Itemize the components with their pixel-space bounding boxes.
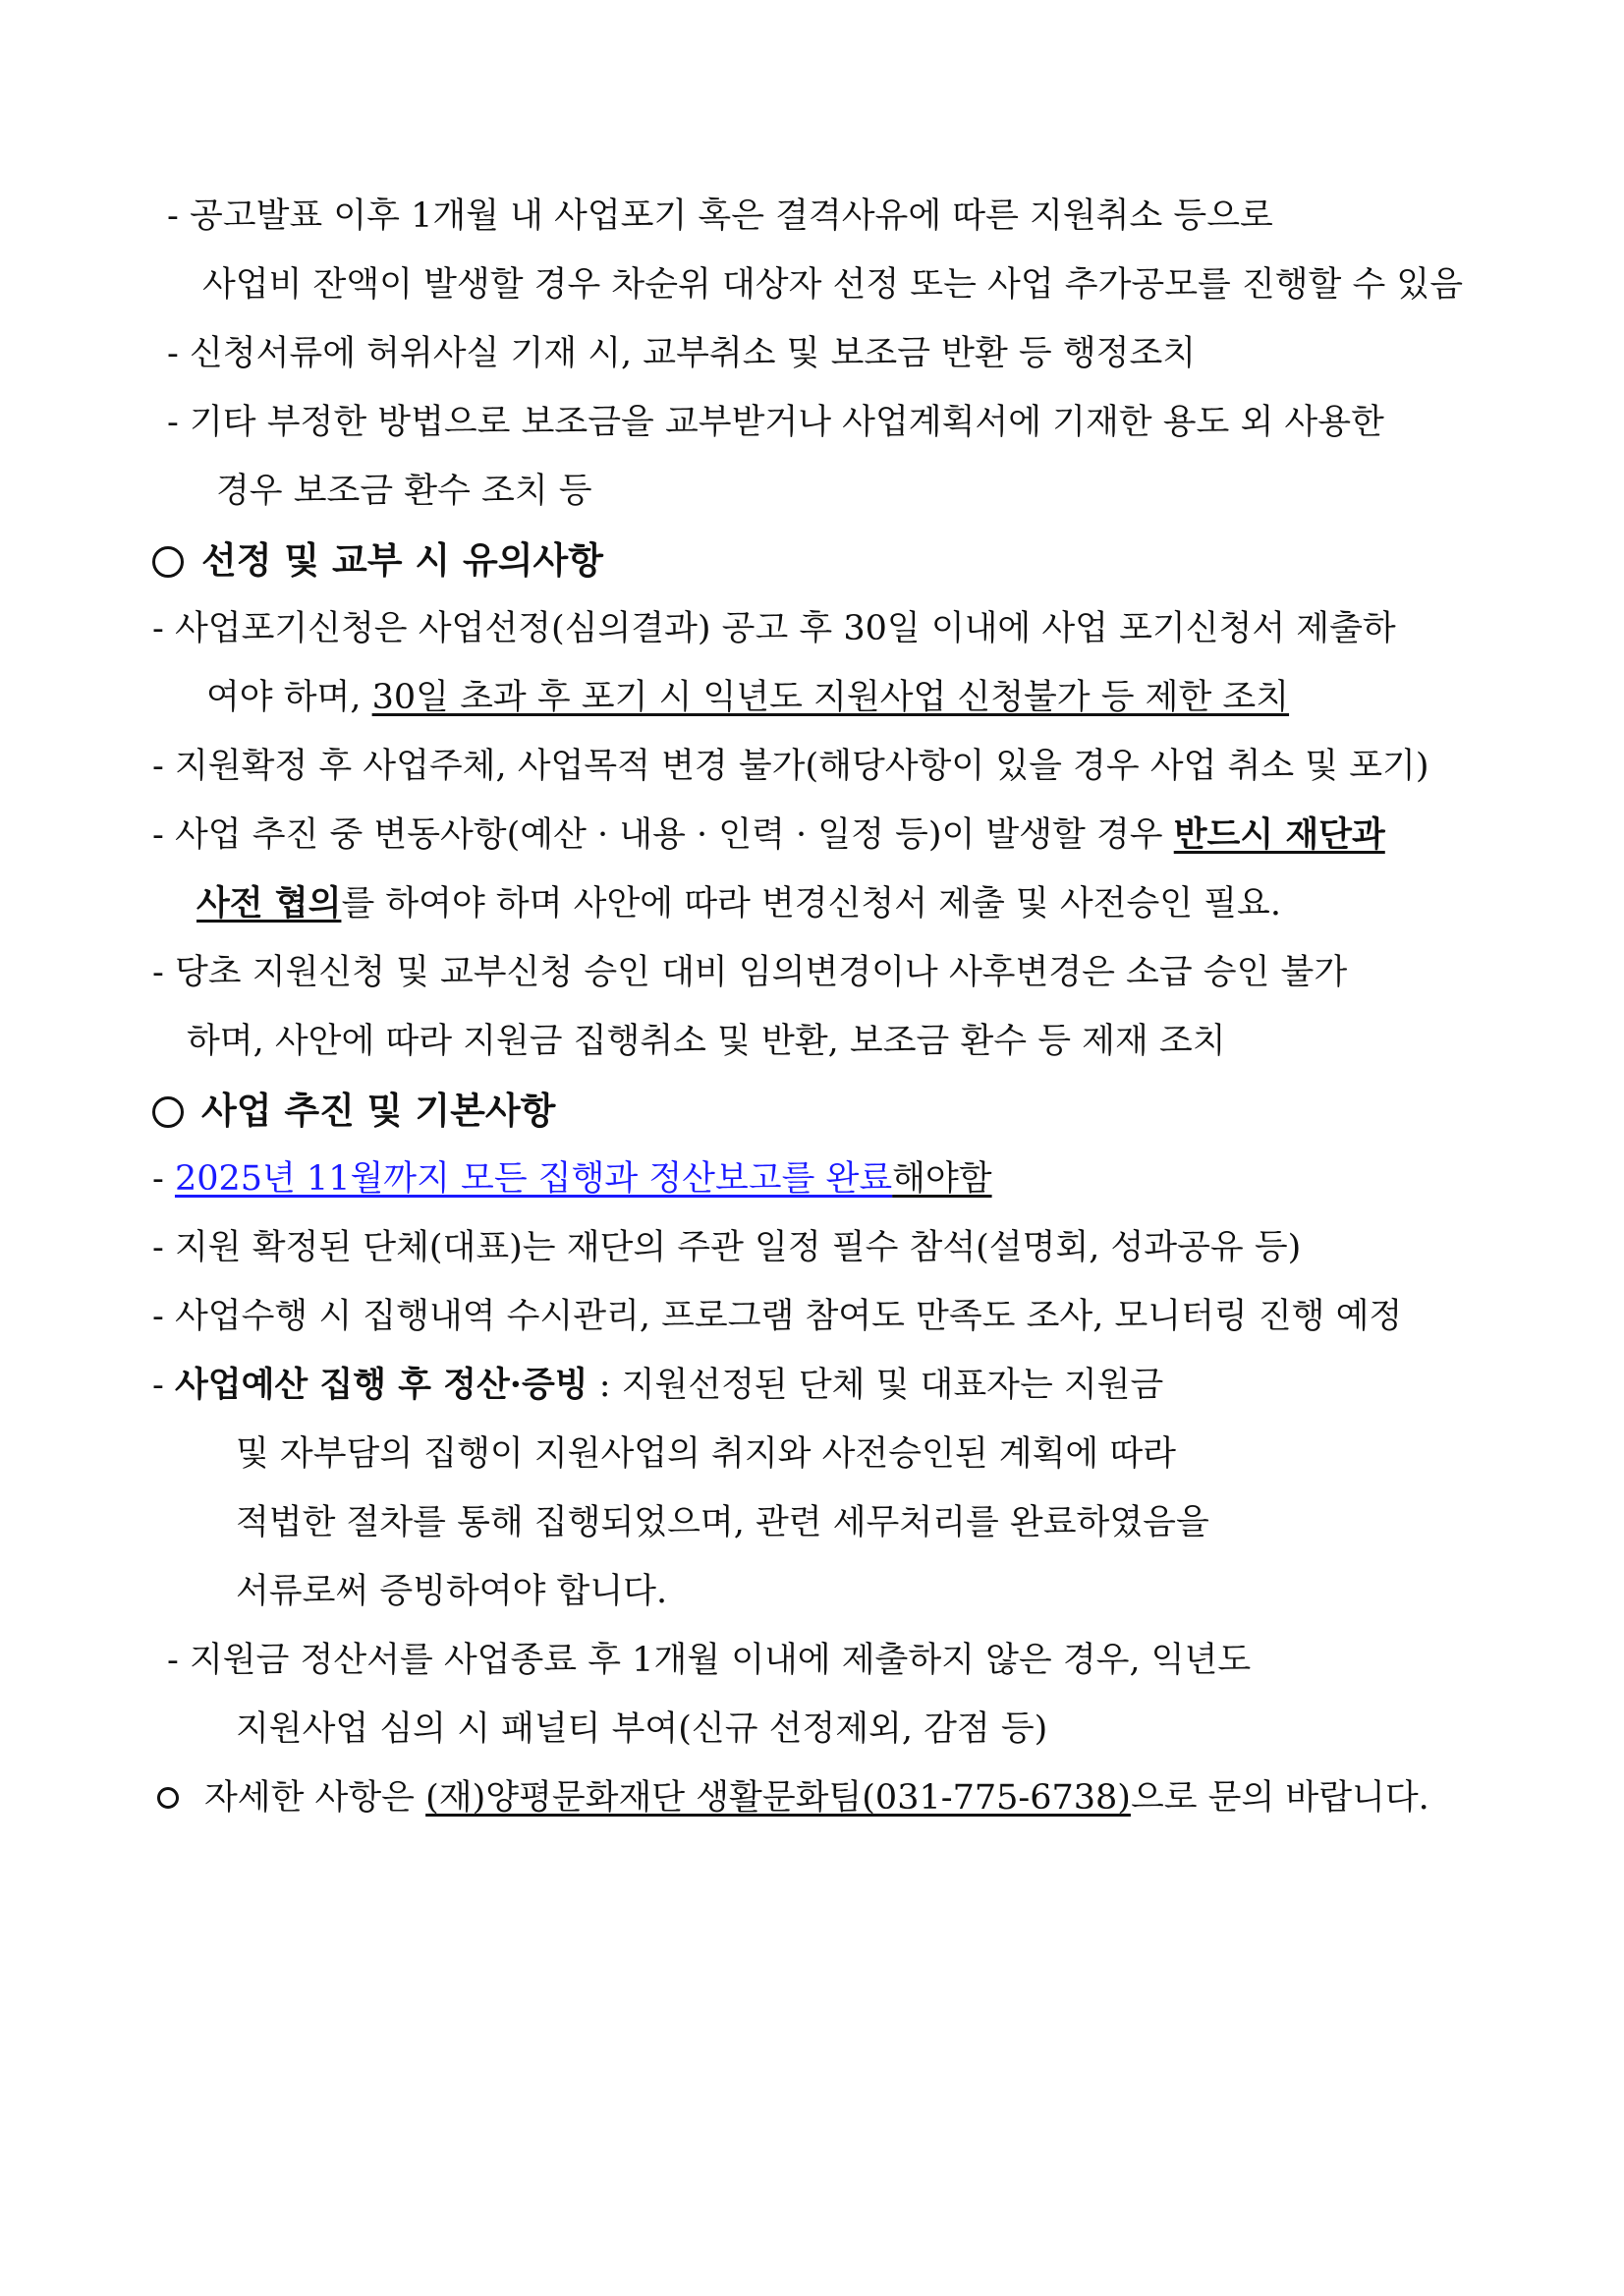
notice-line: 및 자부담의 집행이 지원사업의 취지와 사전승인된 계획에 따라 xyxy=(236,1434,1176,1474)
notice-line: 하며, 사안에 따라 지원금 집행취소 및 반환, 보조금 환수 등 제재 조치 xyxy=(187,1022,1226,1061)
section-heading: 선정 및 교부 시 유의사항 xyxy=(152,536,603,584)
notice-line: - 사업수행 시 집행내역 수시관리, 프로그램 참여도 만족도 조사, 모니터링 진행 예정 xyxy=(152,1297,1403,1336)
contact-info: (재)양평문화재단 생활문화팀(031-775-6738) xyxy=(425,1778,1131,1818)
emphasis-text: 사전 협의 xyxy=(196,883,342,924)
circle-bullet-icon xyxy=(152,546,184,578)
emphasis-text: 사업예산 집행 후 정산·증빙 xyxy=(174,1365,588,1405)
notice-line: - 사업포기신청은 사업선정(심의결과) 공고 후 30일 이내에 사업 포기신청서 제출하 xyxy=(152,609,1396,648)
underlined-restriction: 30일 초과 후 포기 시 익년도 지원사업 신청불가 등 제한 조치 xyxy=(371,678,1290,717)
deadline-highlight: 2025년 11월까지 모든 집행과 정산보고를 완료 xyxy=(174,1159,893,1199)
notice-line: - 사업예산 집행 후 정산·증빙 : 지원선정된 단체 및 대표자는 지원금 xyxy=(152,1365,1164,1405)
notice-line: - 당초 지원신청 및 교부신청 승인 대비 임의변경이나 사후변경은 소급 승인 불가 xyxy=(152,953,1348,992)
notice-line: 사전 협의를 하여야 하며 사안에 따라 변경신청서 제출 및 사전승인 필요. xyxy=(196,883,1281,924)
notice-line: 경우 보조금 환수 조치 등 xyxy=(216,472,592,511)
contact-line: 자세한 사항은 (재)양평문화재단 생활문화팀(031-775-6738)으로 문의 바랍니다. xyxy=(157,1774,1429,1821)
notice-line: 여야 하며, 30일 초과 후 포기 시 익년도 지원사업 신청불가 등 제한 조치 xyxy=(206,678,1290,717)
notice-line: - 신청서류에 허위사실 기재 시, 교부취소 및 보조금 반환 등 행정조치 xyxy=(167,334,1197,373)
notice-line: - 기타 부정한 방법으로 보조금을 교부받거나 사업계획서에 기재한 용도 외 사용한 xyxy=(167,403,1384,442)
notice-line: - 지원금 정산서를 사업종료 후 1개월 이내에 제출하지 않은 경우, 익년도 xyxy=(167,1641,1252,1680)
section-heading: 사업 추진 및 기본사항 xyxy=(152,1087,555,1134)
notice-line: - 지원확정 후 사업주체, 사업목적 변경 불가(해당사항이 있을 경우 사업 취소 및 포기) xyxy=(152,747,1429,786)
notice-line: - 지원 확정된 단체(대표)는 재단의 주관 일정 필수 참석(설명회, 성과공유 등) xyxy=(152,1228,1302,1267)
notice-line: - 2025년 11월까지 모든 집행과 정산보고를 완료해야함 xyxy=(152,1159,992,1199)
notice-line: 사업비 잔액이 발생할 경우 차순위 대상자 선정 또는 사업 추가공모를 진행할 수 있음 xyxy=(202,265,1464,305)
notice-line: 지원사업 심의 시 패널티 부여(신규 선정제외, 감점 등) xyxy=(236,1709,1048,1749)
circle-bullet-icon xyxy=(157,1787,179,1809)
circle-bullet-icon xyxy=(152,1096,184,1128)
notice-line: 서류로써 증빙하여야 합니다. xyxy=(236,1572,668,1611)
notice-line: - 공고발표 이후 1개월 내 사업포기 혹은 결격사유에 따른 지원취소 등으로 xyxy=(167,196,1273,236)
notice-line: 적법한 절차를 통해 집행되었으며, 관련 세무처리를 완료하였음을 xyxy=(236,1503,1209,1542)
notice-line: - 사업 추진 중 변동사항(예산 · 내용 · 인력 · 일정 등)이 발생할 경우 반드시 재단과 xyxy=(152,814,1385,855)
emphasis-text: 반드시 재단과 xyxy=(1173,814,1385,855)
